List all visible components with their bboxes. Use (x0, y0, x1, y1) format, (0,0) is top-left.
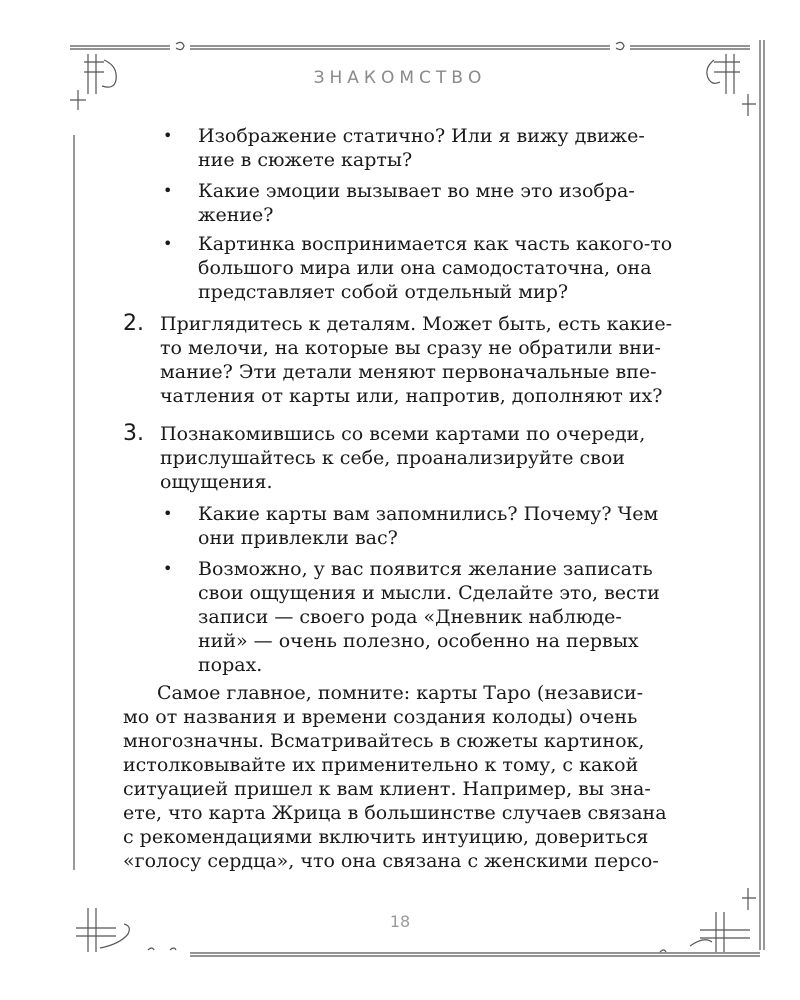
text-line: представляет собой отдельный мир? (198, 281, 569, 303)
text-line: «голосу сердца», что она связана с женскими персо- (123, 850, 659, 872)
text-line: ситуацией пришел к вам клиент. Например, вы зна- (123, 778, 651, 800)
text-line: записи — своего рода «Дневник наблюде- (198, 606, 622, 628)
text-line: прислушайтесь к себе, проанализируйте свои (160, 447, 625, 469)
item-number: 3. (123, 421, 144, 446)
text-line: истолковывайте их применительно к тому, с какой (123, 754, 639, 776)
bullet-marker: • (163, 559, 173, 578)
bullet-marker: • (163, 504, 173, 523)
text-line: мо от названия и времени создания колоды) очень (123, 706, 638, 728)
text-line: Познакомившись со всеми картами по очереди, (160, 423, 646, 445)
text-line: Самое главное, помните: карты Таро (независи- (157, 682, 644, 704)
text-line: Какие эмоции вызывает во мне это изобра- (198, 180, 635, 202)
text-line: Какие карты вам запомнились? Почему? Чем (198, 503, 659, 525)
bullet-marker: • (163, 181, 173, 200)
text-line: Картинка воспринимается как часть какого-то (198, 233, 673, 255)
text-line: Приглядитесь к деталям. Может быть, есть какие- (160, 313, 673, 335)
page-number: 18 (389, 912, 411, 931)
running-header: ЗНАКОМСТВО (313, 68, 487, 88)
text-line: ете, что карта Жрица в большинстве случаев связана (123, 802, 667, 824)
text-line: чатления от карты или, напротив, дополняют их? (160, 385, 663, 407)
text-line: то мелочи, на которые вы сразу не обратили вни- (160, 337, 661, 359)
item-number: 2. (123, 311, 144, 336)
text-line: ощущения. (160, 471, 273, 493)
text-line: свои ощущения и мысли. Сделайте это, вести (198, 582, 660, 604)
bullet-marker: • (163, 126, 173, 145)
text-line: большого мира или она самодостаточна, она (198, 257, 652, 279)
text-line: ние в сюжете карты? (198, 149, 413, 171)
text-line: с рекомендациями включить интуицию, довериться (123, 826, 649, 848)
text-line: многозначны. Всматривайтесь в сюжеты картинок, (123, 730, 645, 752)
bullet-marker: • (163, 234, 173, 253)
text-line: они привлекли вас? (198, 527, 398, 549)
text-line: жение? (198, 204, 274, 226)
text-line: мание? Эти детали меняют первоначальные впе- (160, 361, 657, 383)
text-line: ний» — очень полезно, особенно на первых (198, 630, 639, 652)
text-line: Изображение статично? Или я вижу движе- (198, 125, 645, 147)
text-line: порах. (198, 654, 263, 676)
text-line: Возможно, у вас появится желание записать (198, 558, 653, 580)
